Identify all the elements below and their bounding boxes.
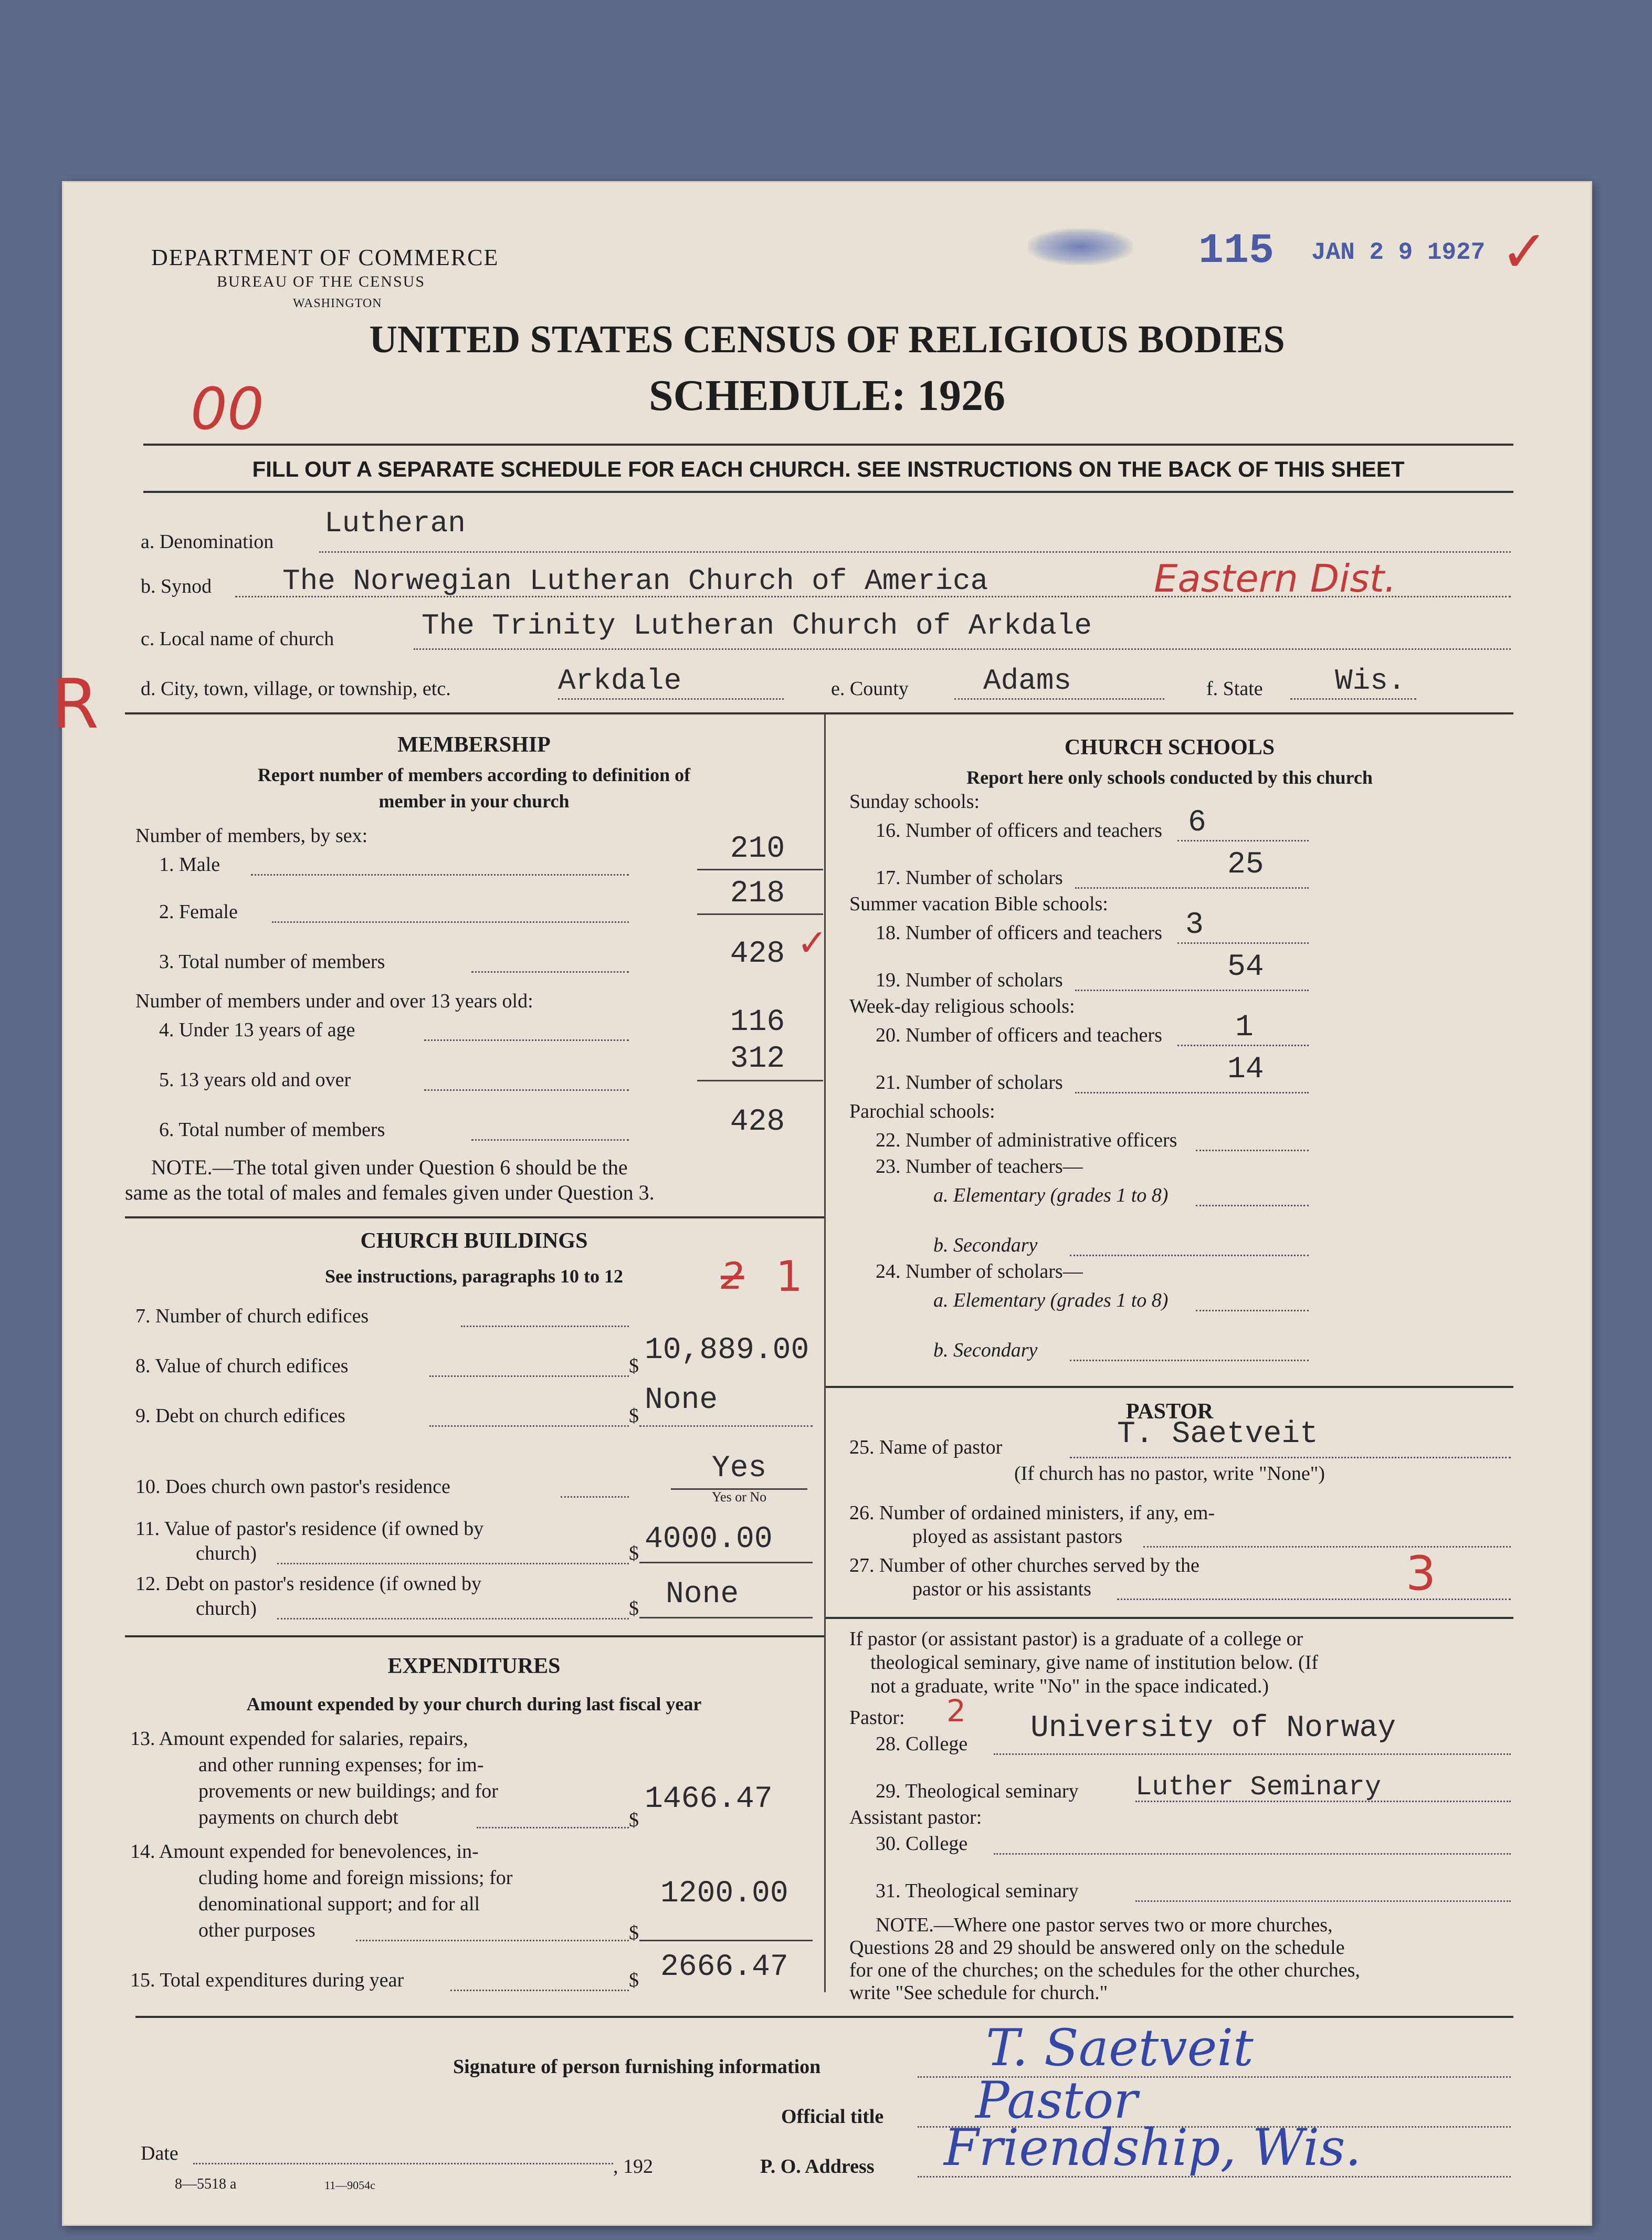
q14-dollar: $ [629,1922,639,1944]
buildings-heading: CHURCH BUILDINGS [360,1229,588,1253]
q10-hint: Yes or No [711,1489,767,1505]
instruction-line: FILL OUT A SEPARATE SCHEDULE FOR EACH CHURCH. SEE INSTRUCTIONS ON THE BACK OF THIS SHEET [252,457,1405,481]
q19-label: 19. Number of scholars [876,969,1063,991]
q7-struck-value: 2 [721,1255,744,1298]
graduate-note1: If pastor (or assistant pastor) is a graduate of a college or [849,1628,1303,1650]
q3-value: 428 [730,937,785,971]
membership-note2: same as the total of males and females given under Question 3. [125,1181,655,1204]
print-number: 11—9054c [324,2179,375,2192]
q20-value: 1 [1235,1011,1254,1045]
q1-label: 1. Male [159,854,220,876]
q1-value: 210 [730,832,785,866]
q17-label: 17. Number of scholars [876,867,1063,889]
form-title: UNITED STATES CENSUS OF RELIGIOUS BODIES [369,318,1285,361]
q16-label: 16. Number of officers and teachers [876,819,1162,842]
check-mark: ✓ [1500,218,1549,285]
q13-line2: and other running expenses; for im- [198,1754,484,1776]
q18-value: 3 [1185,908,1204,942]
q28-label: 28. College [876,1733,968,1755]
q18-label: 18. Number of officers and teachers [876,922,1162,944]
city-label: d. City, town, village, or township, etc. [141,678,451,700]
q21-label: 21. Number of scholars [876,1071,1063,1093]
q13-value: 1466.47 [645,1782,773,1816]
q2-value: 218 [730,877,785,911]
q14-line3: denominational support; and for all [198,1893,480,1915]
pastor-note1: NOTE.—Where one pastor serves two or more churches, [876,1914,1333,1936]
q27-value: 3 [1406,1546,1436,1601]
denomination-value: Lutheran [324,507,466,540]
q13-line4: payments on church debt [198,1806,398,1828]
expenditures-sub: Amount expended by your church during last fiscal year [246,1694,702,1715]
members-by-sex: Number of members, by sex: [135,825,368,847]
denomination-label: a. Denomination [141,531,274,553]
q8-value: 10,889.00 [645,1333,809,1368]
membership-sub2: member in your church [378,791,570,812]
city-value: Arkdale [558,664,682,698]
q14-line4: other purposes [198,1919,315,1941]
q4-value: 116 [730,1005,785,1039]
members-by-age: Number of members under and over 13 years old: [135,990,533,1012]
q12-value: None [666,1578,739,1612]
q2-label: 2. Female [159,901,238,923]
q10-value: Yes [711,1452,767,1486]
q22-label: 22. Number of administrative officers [876,1129,1177,1151]
q8-label: 8. Value of church edifices [135,1355,349,1377]
q25-value: T. Saetveit [1117,1417,1318,1452]
q21-value: 14 [1227,1053,1264,1087]
synod-label: b. Synod [141,575,212,597]
q23b-label: b. Secondary [933,1234,1038,1256]
q23-label: 23. Number of teachers— [876,1155,1083,1177]
q13-line3: provements or new buildings; and for [198,1780,498,1802]
signature-label: Signature of person furnishing information [453,2056,821,2078]
state-label: f. State [1206,678,1263,700]
q12-label-b: church) [196,1597,257,1619]
pastor-heading: PASTOR [1125,1400,1214,1424]
date-label: Date [141,2142,178,2164]
local-name-value: The Trinity Lutheran Church of Arkdale [422,609,1092,643]
q11-value: 4000.00 [645,1522,773,1557]
bureau-city: WASHINGTON [293,297,382,310]
q29-label: 29. Theological seminary [876,1780,1079,1802]
pastor-note3: for one of the churches; on the schedules for the other churches, [849,1959,1360,1981]
q14-value: 1200.00 [660,1877,788,1911]
state-value: Wis. [1335,664,1406,698]
q9-label: 9. Debt on church edifices [135,1405,345,1427]
date-year: , 192 [613,2155,653,2178]
ink-smudge [1028,228,1133,265]
pastor-note2: Questions 28 and 29 should be answered only on the schedule [849,1937,1345,1959]
stamp-number: 115 [1198,227,1275,275]
summer-schools: Summer vacation Bible schools: [849,893,1108,915]
q25-label: 25. Name of pastor [849,1436,1003,1458]
pastor-mark: 2 [946,1693,966,1729]
q3-check: ✓ [797,921,828,964]
q4-label: 4. Under 13 years of age [159,1019,355,1041]
schools-heading: CHURCH SCHOOLS [1064,735,1275,760]
q27-label-b: pastor or his assistants [912,1578,1091,1600]
q24a-label: a. Elementary (grades 1 to 8) [933,1289,1169,1311]
q19-value: 54 [1227,950,1264,984]
q6-label: 6. Total number of members [159,1119,385,1141]
q20-label: 20. Number of officers and teachers [876,1024,1162,1046]
stamp-date: JAN 2 9 1927 [1311,239,1486,266]
q12-label-a: 12. Debt on pastor's residence (if owned by [135,1573,482,1595]
graduate-note2: theological seminary, give name of institution below. (If [870,1652,1319,1674]
parochial-schools: Parochial schools: [849,1100,995,1122]
q26-label-a: 26. Number of ordained ministers, if any, em- [849,1502,1215,1524]
synod-district-note: Eastern Dist. [1154,556,1396,601]
q25-note: (If church has no pastor, write "None") [1014,1463,1325,1485]
q15-value: 2666.47 [660,1950,788,1984]
q9-dollar: $ [629,1405,639,1427]
q13-dollar: $ [629,1809,639,1831]
membership-note1: NOTE.—The total given under Question 6 should be the [151,1155,628,1179]
q30-label: 30. College [876,1833,968,1855]
q7-label: 7. Number of church edifices [135,1305,369,1327]
q11-dollar: $ [629,1542,639,1564]
form-number: 8—5518 a [175,2176,237,2192]
membership-sub1: Report number of members according to definition of [257,764,691,785]
q15-dollar: $ [629,1969,639,1991]
expenditures-heading: EXPENDITURES [387,1654,561,1678]
official-title-label: Official title [781,2106,884,2128]
weekday-schools: Week-day religious schools: [849,995,1075,1017]
q3-label: 3. Total number of members [159,951,385,973]
q9-value: None [645,1383,718,1417]
q27-label-a: 27. Number of other churches served by the [849,1554,1199,1576]
buildings-sub: See instructions, paragraphs 10 to 12 [324,1266,624,1287]
department-name: DEPARTMENT OF COMMERCE [151,245,499,270]
q6-value: 428 [730,1105,785,1139]
schools-sub: Report here only schools conducted by this church [966,767,1373,788]
membership-heading: MEMBERSHIP [397,733,551,757]
q17-value: 25 [1227,848,1264,882]
signature-value: T. Saetveit [986,2018,1254,2077]
q28-value: University of Norway [1030,1711,1396,1745]
q29-value: Luther Seminary [1135,1772,1382,1803]
q26-label-b: ployed as assistant pastors [912,1526,1123,1548]
mark-00: 00 [191,375,264,443]
assistant-subheading: Assistant pastor: [849,1806,982,1828]
synod-value: The Norwegian Lutheran Church of America [282,564,988,598]
q11-label-b: church) [196,1542,257,1564]
county-value: Adams [983,664,1072,698]
q14-line2: cluding home and foreign missions; for [198,1867,513,1889]
form-subtitle: SCHEDULE: 1926 [648,371,1006,420]
q31-label: 31. Theological seminary [876,1880,1079,1902]
county-label: e. County [831,678,909,700]
po-address-value: Friendship, Wis. [944,2118,1362,2177]
local-name-label: c. Local name of church [141,628,334,650]
official-title-value: Pastor [975,2071,1138,2130]
q8-dollar: $ [629,1355,639,1377]
q14-line1: 14. Amount expended for benevolences, in- [130,1841,479,1863]
mark-r: R [51,664,99,744]
q24-label: 24. Number of scholars— [876,1260,1083,1282]
q16-value: 6 [1188,806,1206,840]
q11-label-a: 11. Value of pastor's residence (if owned by [135,1518,484,1540]
q15-label: 15. Total expenditures during year [130,1969,404,1991]
census-schedule-sheet [51,181,1592,2226]
q24b-label: b. Secondary [933,1339,1038,1361]
q7-value: 1 [776,1252,803,1301]
bureau-name: BUREAU OF THE CENSUS [217,273,425,290]
q5-value: 312 [730,1042,785,1076]
q5-label: 5. 13 years old and over [159,1069,351,1091]
q23a-label: a. Elementary (grades 1 to 8) [933,1184,1169,1206]
pastor-subheading: Pastor: [849,1707,905,1729]
graduate-note3: not a graduate, write "No" in the space indicated.) [870,1675,1269,1697]
q12-dollar: $ [629,1597,639,1619]
po-address-label: P. O. Address [760,2155,875,2178]
q13-line1: 13. Amount expended for salaries, repairs, [130,1728,468,1750]
sunday-schools: Sunday schools: [849,791,980,813]
q10-label: 10. Does church own pastor's residence [135,1476,450,1498]
pastor-note4: write "See schedule for church." [849,1982,1108,2004]
